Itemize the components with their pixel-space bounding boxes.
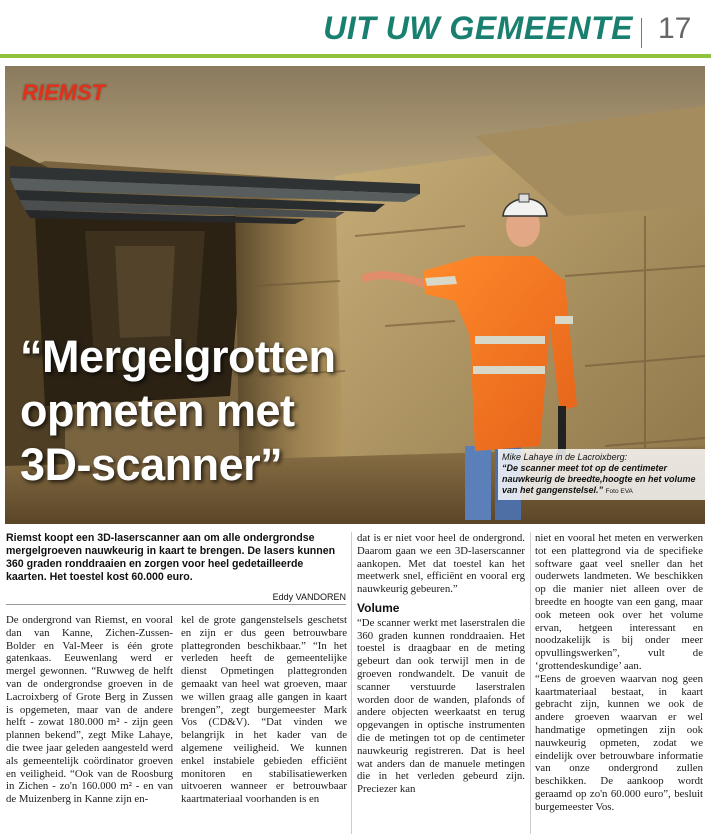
body-column-2 (181, 614, 347, 834)
body-paragraph: dat is er niet voor heel de ondergrond. Daarom gaan we een 3D-laserscanner aankopen. Met dat toestel kan het meetwerk snel, efficiënt en vooral erg nauwkeurig gebeuren.” (357, 532, 525, 596)
body-paragraph: “Eens de groeven waarvan nog geen kaartmateriaal bestaat, in kaart gebracht zijn, kunnen we ook de andere groeven waarvan er wel handmatige opmetingen zijn ook nauwkeurig opmeten, zodat we eindelijk over betrouwbare informatie van onze ondergrond zullen beschikken. De aankoop wordt geraamd op zo'n 60.000 euro”, besluit burgemeester Vos. (535, 672, 703, 813)
section-title: UIT UW GEMEENTE (323, 10, 633, 46)
photo-credit: Foto EVA (605, 488, 633, 495)
article-lead: Riemst koopt een 3D-laserscanner aan om alle ondergrondse mergelgroeven nauwkeurig in kaart te brengen. De lasers kunnen 360 graden ronddraaien en zorgen voor heel gedetailleerde kaarten. Het toestel kost 60.000 euro. (6, 532, 336, 583)
page-header (0, 0, 711, 56)
body-paragraph: “De scanner werkt met laserstralen die 360 graden kunnen ronddraaien. Het toestel is draagbaar en de meting gebeurt dan ook terwijl men in de groeven rondwandelt. De vanuit de scanner verstuurde laserstralen worden door de wanden, plafonds of andere objecten weerkaatst en terug opgevangen in optische instrumenten die de metingen tot op de centimeter nauwkeurig registreren. Dat is heel wat anders dan de manuele metingen die in het verleden gebeurd zijn. Preciezer kan (357, 616, 525, 796)
body-paragraph: kel de grote gangenstelsels geschetst en zijn er dus geen betrouwbare plattegronden beschikbaar.” “In het verleden heeft de gemeentelijke dienst Opmetingen plattegronden gemaakt van heel wat groeven, maar we willen graag alle gangen in kaart brengen”, zegt burgemeester Mark Vos (CD&V). “Dat vinden we belangrijk in het kader van de algemene veiligheid. We kunnen enkel instabiele gebieden efficiënt monitoren en stabilisatiewerken uitvoeren wanneer er betrouwbaar kaartmateriaal voorhanden is en (181, 614, 347, 806)
headline (20, 330, 440, 492)
column-divider (351, 532, 352, 834)
body-column-3 (357, 532, 525, 834)
headline-line: “Mergelgrotten (20, 331, 336, 382)
caption-quote: “De scanner meet tot op de centimeter nauwkeurig de breedte,hoogte en het volume van het gangenstelsel.” (502, 463, 696, 495)
page-number: 17 (658, 12, 692, 45)
subheading: Volume (357, 600, 400, 615)
headline-line: opmeten met (20, 385, 295, 436)
body-column-1 (6, 614, 173, 834)
photo-caption (498, 449, 706, 500)
byline: Eddy VANDOREN (6, 592, 346, 605)
header-rule (0, 54, 711, 58)
body-paragraph: De ondergrond van Riemst, en vooral dan van Kanne, Zichen-Zussen-Bolder en Val-Meer is één grote gatenkaas. Eeuwenlang werd er mergel gewonnen. “Ruwweg de helft van de ondergrondse groeven in de Lacroixberg of Grote Berg in Zussen is opgemeten, maar van de andere helft - zowat 180.000 m² - zijn geen plannen bekend”, zegt Mike Lahaye, die twee jaar geleden aangesteld werd als gemeentelijk coördinator groeven en veiligheid. “Ook van de Roosburg in Zichen - zo'n 160.000 m² - en van de Muizenberg in Kanne zijn en- (6, 614, 173, 806)
header-separator (641, 18, 642, 48)
caption-name: Mike Lahaye in de Lacroixberg: (502, 452, 628, 462)
column-divider (530, 532, 531, 834)
body-paragraph: niet en vooral het meten en verwerken tot een plattegrond via de specifieke software gaat veel sneller dan het ouderwets landmeten. We beschikken op die manier niet alleen over de breedte en hoogte van een gang, maar ook meteen ook over het volume ervan, hetgeen interessant en noodzakelijk is bij onder meer opvullingswerken”, vult de ‘grottendeskundige’ aan. (535, 532, 703, 672)
headline-line: 3D-scanner” (20, 439, 283, 490)
kicker-label: RIEMST (22, 80, 106, 105)
body-column-4 (535, 532, 703, 834)
